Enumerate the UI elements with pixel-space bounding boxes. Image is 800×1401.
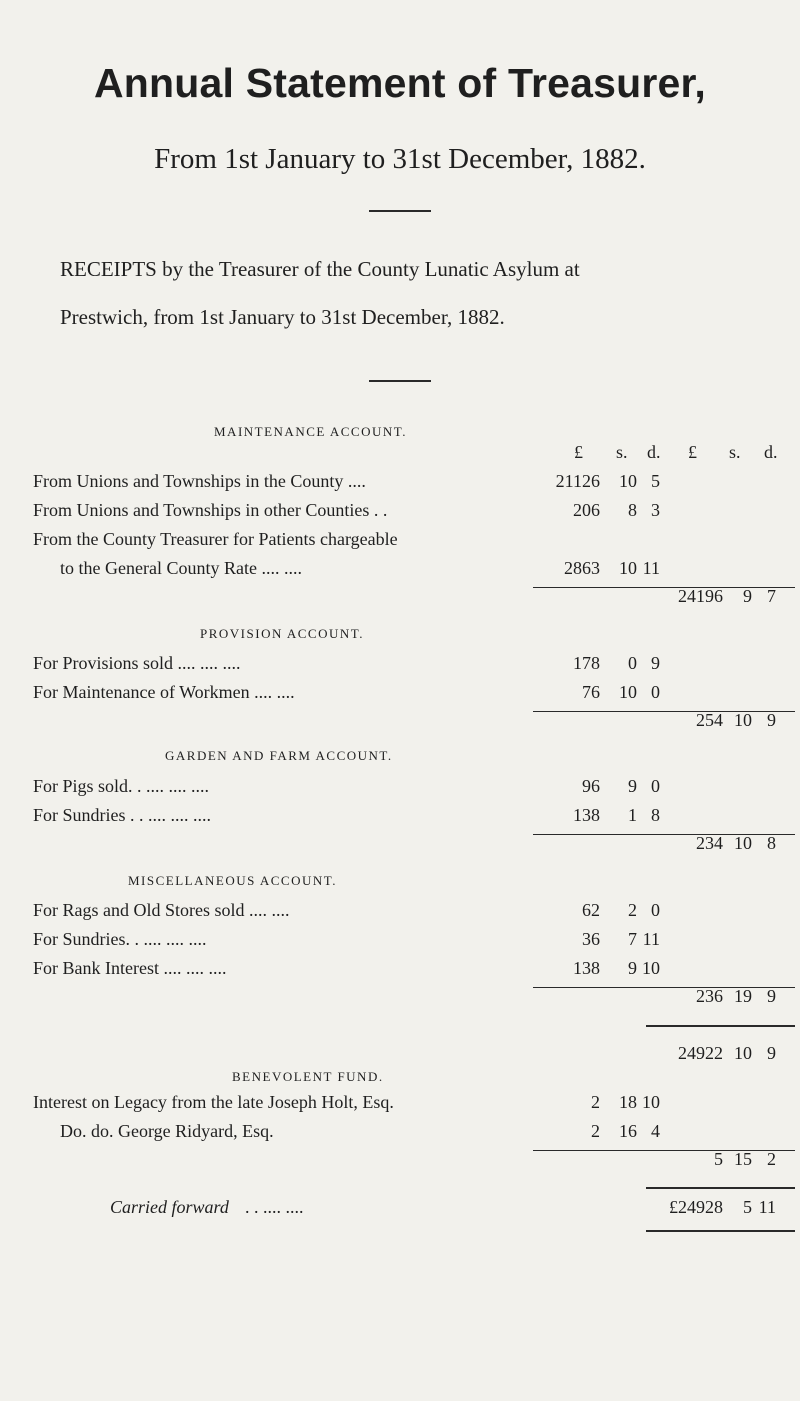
shillings-value: 16 — [619, 1121, 637, 1141]
table-row — [0, 471, 800, 499]
pounds-value: 62 — [582, 900, 600, 920]
col-shillings-header: s. — [616, 442, 628, 462]
pence-value: 5 — [651, 471, 660, 491]
row-label: For Maintenance of Workmen .... .... — [33, 682, 295, 702]
section-total — [0, 833, 800, 861]
pence-value: 0 — [651, 900, 660, 920]
section-heading-garden-farm: GARDEN AND FARM ACCOUNT. — [165, 748, 393, 763]
col-pence-header-2: d. — [764, 442, 778, 462]
table-row — [0, 682, 800, 710]
total-pounds: 5 — [714, 1149, 723, 1169]
section-heading-benevolent: BENEVOLENT FUND. — [232, 1069, 384, 1084]
shillings-value: 1 — [628, 805, 637, 825]
shillings-value: 9 — [628, 776, 637, 796]
pence-value: 8 — [651, 805, 660, 825]
table-row — [0, 958, 800, 986]
pounds-value: 138 — [573, 805, 600, 825]
section-heading-miscellaneous: MISCELLANEOUS ACCOUNT. — [128, 873, 337, 888]
total-shillings: 10 — [734, 833, 752, 853]
total-shillings: 15 — [734, 1149, 752, 1169]
pence-value: 4 — [651, 1121, 660, 1141]
table-row — [0, 1121, 800, 1149]
shillings-value: 0 — [628, 653, 637, 673]
subtotal-row — [0, 1043, 800, 1071]
page-subtitle: From 1st January to 31st December, 1882. — [154, 143, 646, 175]
pounds-value: 96 — [582, 776, 600, 796]
pence-value: 0 — [651, 682, 660, 702]
row-label: For Bank Interest .... .... .... — [33, 958, 227, 978]
table-row — [0, 558, 800, 586]
total-shillings: 19 — [734, 986, 752, 1006]
row-label: From Unions and Townships in other Counties . . — [33, 500, 388, 520]
rule-line — [646, 1187, 795, 1189]
table-row — [0, 776, 800, 804]
pence-value: 11 — [642, 929, 660, 949]
pence-value: 0 — [651, 776, 660, 796]
subtotal-pence: 9 — [767, 1043, 776, 1063]
page-title: Annual Statement of Treasurer, — [93, 60, 707, 106]
row-label: to the General County Rate .... .... — [60, 558, 302, 578]
pence-value: 9 — [651, 653, 660, 673]
carried-forward-leader: . . .... .... — [245, 1197, 304, 1217]
divider — [369, 210, 431, 212]
total-pounds: 24196 — [678, 586, 723, 606]
total-pence: 7 — [767, 586, 776, 606]
table-row — [0, 500, 800, 528]
pence-value: 11 — [642, 558, 660, 578]
total-shillings: 10 — [734, 710, 752, 730]
row-label: For Rags and Old Stores sold .... .... — [33, 900, 290, 920]
row-label: For Sundries. . .... .... .... — [33, 929, 207, 949]
table-row — [0, 529, 800, 557]
section-total — [0, 986, 800, 1014]
pounds-value: 206 — [573, 500, 600, 520]
intro-line-2: Prestwich, from 1st January to 31st December, 1882. — [60, 305, 505, 329]
col-pence-header: d. — [647, 442, 661, 462]
pounds-value: 138 — [573, 958, 600, 978]
col-shillings-header-2: s. — [729, 442, 741, 462]
section-total — [0, 586, 800, 614]
total-shillings: 9 — [743, 586, 752, 606]
row-label: From Unions and Townships in the County .... — [33, 471, 366, 491]
carried-forward-label: Carried forward — [110, 1197, 229, 1217]
shillings-value: 7 — [628, 929, 637, 949]
subtotal-shillings: 10 — [734, 1043, 752, 1063]
pounds-value: 36 — [582, 929, 600, 949]
total-pence: 9 — [767, 710, 776, 730]
row-label: Do. do. George Ridyard, Esq. — [60, 1121, 274, 1141]
section-heading-maintenance: MAINTENANCE ACCOUNT. — [214, 424, 407, 439]
pence-value: 10 — [642, 1092, 660, 1112]
shillings-value: 8 — [628, 500, 637, 520]
row-label: For Pigs sold. . .... .... .... — [33, 776, 210, 796]
section-total — [0, 710, 800, 738]
shillings-value: 10 — [619, 558, 637, 578]
table-row — [0, 929, 800, 957]
table-row — [0, 1092, 800, 1120]
shillings-value: 2 — [628, 900, 637, 920]
subtotal-pounds: 24922 — [678, 1043, 723, 1063]
pounds-value: 2 — [591, 1092, 600, 1112]
total-pounds: 254 — [696, 710, 723, 730]
col-pounds-header-2: £ — [688, 442, 697, 462]
total-pounds: 236 — [696, 986, 723, 1006]
pence-value: 3 — [651, 500, 660, 520]
row-label: Interest on Legacy from the late Joseph Holt, Esq. — [33, 1092, 394, 1112]
pounds-value: 76 — [582, 682, 600, 702]
shillings-value: 18 — [619, 1092, 637, 1112]
rule-line — [646, 1230, 795, 1232]
total-pounds: 234 — [696, 833, 723, 853]
pounds-value: 2863 — [564, 558, 600, 578]
pounds-value: 2 — [591, 1121, 600, 1141]
carried-forward-shillings: 5 — [743, 1197, 752, 1217]
table-row — [0, 900, 800, 928]
section-total — [0, 1149, 800, 1177]
shillings-value: 9 — [628, 958, 637, 978]
pounds-value: 178 — [573, 653, 600, 673]
table-row — [0, 653, 800, 681]
carried-forward-pence: 11 — [758, 1197, 776, 1217]
col-pounds-header: £ — [574, 442, 583, 462]
table-row — [0, 805, 800, 833]
shillings-value: 10 — [619, 471, 637, 491]
row-label: From the County Treasurer for Patients chargeable — [33, 529, 398, 549]
intro-line-1: RECEIPTS by the Treasurer of the County Lunatic Asylum at — [60, 257, 580, 281]
total-pence: 8 — [767, 833, 776, 853]
divider — [369, 380, 431, 382]
row-label: For Sundries . . .... .... .... — [33, 805, 212, 825]
pounds-value: 21126 — [555, 471, 600, 491]
pence-value: 10 — [642, 958, 660, 978]
section-heading-provision: PROVISION ACCOUNT. — [200, 626, 364, 641]
carried-forward-row — [0, 1197, 800, 1225]
total-pence: 9 — [767, 986, 776, 1006]
carried-forward-pounds: £24928 — [669, 1197, 723, 1217]
shillings-value: 10 — [619, 682, 637, 702]
row-label: For Provisions sold .... .... .... — [33, 653, 241, 673]
rule-line — [646, 1025, 795, 1027]
total-pence: 2 — [767, 1149, 776, 1169]
